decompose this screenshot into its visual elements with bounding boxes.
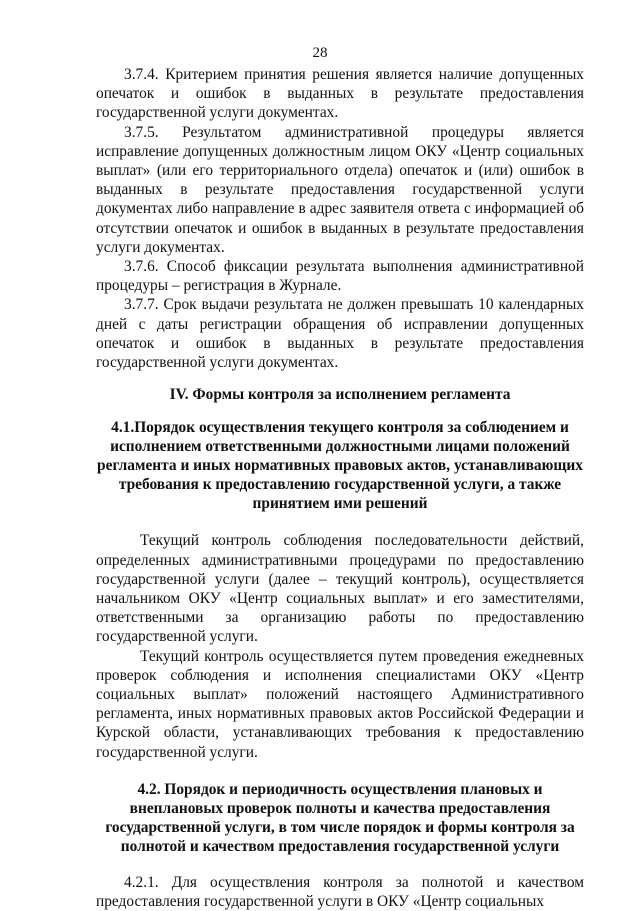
paragraph-3-7-5: 3.7.5. Результатом административной процедуры является исправление допущенных должностным лицом ОКУ «Центр социальных выплат» (или его территориального отдела) опечаток и (или) ошибок в выданных в результате предоставления государственной услуги документах либо направление в адрес заявителя ответа с информацией об отсутствии опечаток и ошибок в выданных в результате предоставления услуги документах. [96, 123, 584, 256]
paragraph-4-2-1: 4.2.1. Для осуществления контроля за полнотой и качеством предоставления государственной услуги в ОКУ «Центр социальных [96, 873, 584, 911]
paragraph-4-1-current-control: Текущий контроль соблюдения последовательности действий, определенных административными процедурами по предоставлению государственной услуги (далее – текущий контроль), осуществляется начальником ОКУ «Центр социальных выплат» и его заместителями, ответственными за организацию работы по предоставлению государственной услуги. [96, 532, 584, 646]
paragraph-3-7-4: 3.7.4. Критерием принятия решения является наличие допущенных опечаток и ошибок в выданных в результате предоставления государственной услуги документах. [96, 66, 584, 122]
paragraph-3-7-7: 3.7.7. Срок выдачи результата не должен превышать 10 календарных дней с даты регистрации обращения об исправлении допущенных опечаток и ошибок в выданных в результате предоставления государственной услуги документах. [96, 296, 584, 372]
page-number: 28 [312, 45, 328, 61]
section-iv-heading: IV. Формы контроля за исполнением регламента [169, 386, 511, 404]
page-content [96, 65, 584, 911]
section-4-1-heading: 4.1.Порядок осуществления текущего контроля за соблюдением и исполнением ответственными должностными лицами положений регламента и иных нормативных правовых актов, устанавливающих требования к предоставлению государственной услуги, а также принятием ими решений [97, 419, 583, 513]
paragraph-3-7-6: 3.7.6. Способ фиксации результата выполнения административной процедуры – регистрация в Журнале. [96, 258, 584, 295]
section-4-2-heading: 4.2. Порядок и периодичность осуществления плановых и внеплановых проверок полноты и качества предоставления государственной услуги, в том числе порядок и формы контроля за полнотой и качеством предоставления государственной услуги [105, 780, 575, 855]
paragraph-4-1-daily-checks: Текущий контроль осуществляется путем проведения ежедневных проверок соблюдения и исполнения специалистами ОКУ «Центр социальных выплат» положений настоящего Административного регламента, иных нормативных правовых актов Российской Федерации и Курской области, устанавливающих требования к предоставлению государственной услуги. [96, 647, 584, 761]
